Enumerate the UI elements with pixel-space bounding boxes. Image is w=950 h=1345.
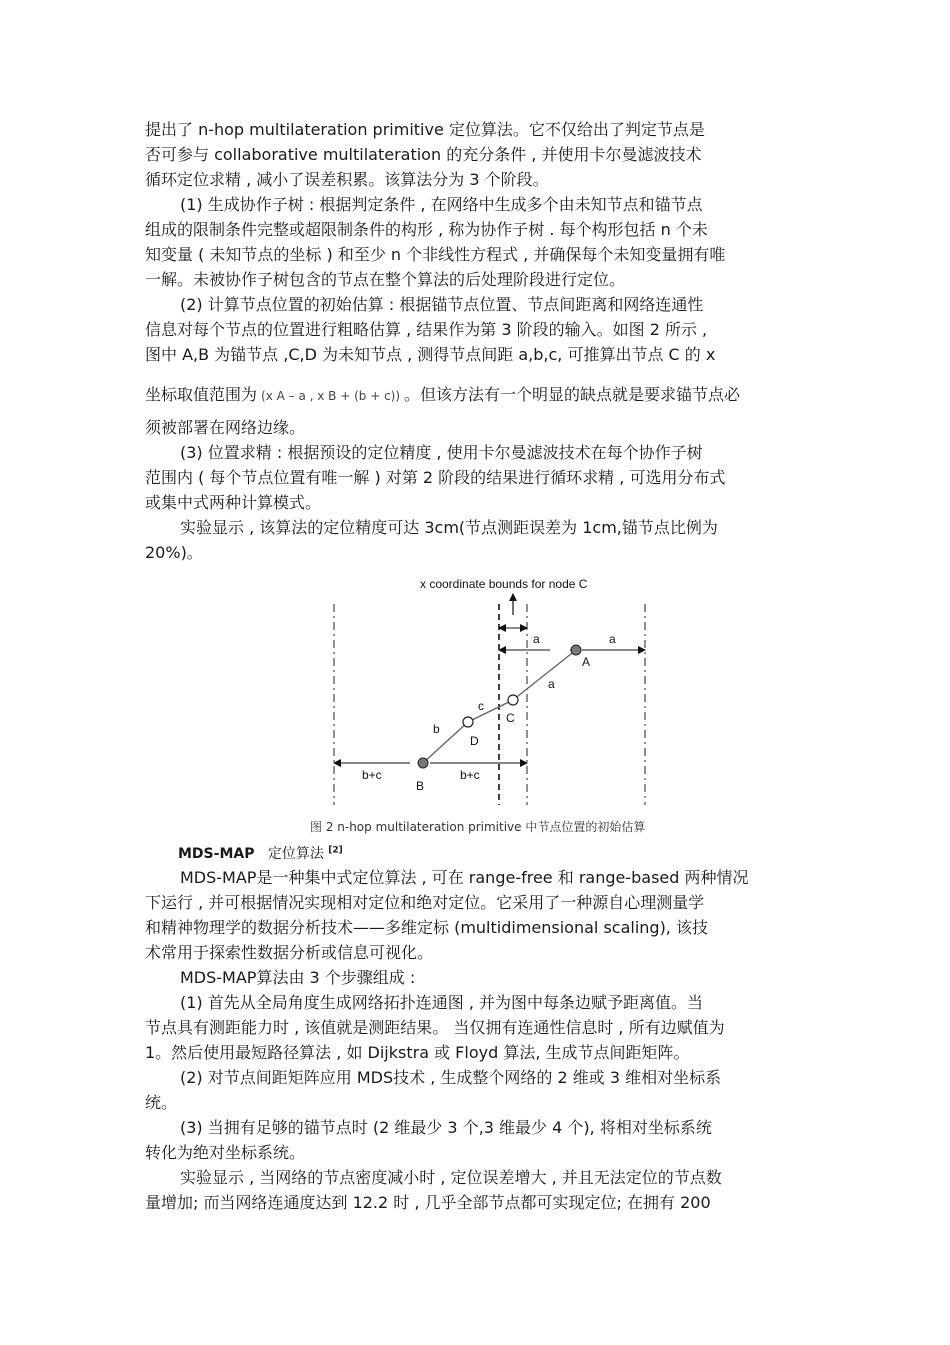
text-line: 一解。未被协作子树包含的节点在整个算法的后处理阶段进行定位。 xyxy=(145,270,626,289)
figure-2 xyxy=(300,570,680,840)
text-line: 图中 A,B 为锚节点 ,C,D 为未知节点 , 测得节点间距 a,b,c, 可推算出节点 C 的 x xyxy=(145,345,716,364)
text-line: 转化为绝对坐标系统。 xyxy=(145,1143,306,1162)
svg-text:a: a xyxy=(609,632,616,646)
text-line: (1) 生成协作子树 : 根据判定条件 , 在网络中生成多个由未知节点和锚节点 xyxy=(180,195,703,214)
svg-text:a: a xyxy=(533,632,540,646)
text-line: (3) 当拥有足够的锚节点时 (2 维最少 3 个,3 维最少 4 个), 将相对坐标系统 xyxy=(180,1118,712,1137)
text-line: 知变量 ( 未知节点的坐标 ) 和至少 n 个非线性方程式 , 并确保每个未知变量拥有唯 xyxy=(145,245,726,264)
svg-text:A: A xyxy=(582,655,591,669)
bounds-formula: (x A – a , x B + (b + c)) xyxy=(261,389,401,403)
text-line: 统。 xyxy=(145,1093,178,1112)
text-line-with-formula: 坐标取值范围为 (x A – a , x B + (b + c)) 。但该方法有一个明显的缺点就是要求锚节点必 xyxy=(145,385,741,404)
svg-text:c: c xyxy=(478,699,484,713)
text-line: MDS-MAP算法由 3 个步骤组成 : xyxy=(180,968,416,987)
svg-text:D: D xyxy=(470,734,479,748)
text-line: 实验显示 , 当网络的节点密度减小时 , 定位误差增大 , 并且无法定位的节点数 xyxy=(180,1168,722,1187)
text-line: 循环定位求精 , 减小了误差积累。该算法分为 3 个阶段。 xyxy=(145,170,549,189)
text-line: 范围内 ( 每个节点位置有唯一解 ) 对第 2 阶段的结果进行循环求精 , 可选用分布式 xyxy=(145,468,726,487)
figure-title: x coordinate bounds for node C xyxy=(420,577,588,591)
text-line: 否可参与 collaborative multilateration 的充分条件 , 并使用卡尔曼滤波技术 xyxy=(145,145,702,164)
text-line: 和精神物理学的数据分析技术——多维定标 (multidimensional scaling), 该技 xyxy=(145,918,708,937)
svg-text:B: B xyxy=(416,779,425,793)
edge-a xyxy=(513,650,576,700)
text-line: 20%)。 xyxy=(145,543,203,562)
section-heading: MDS-MAP 定位算法 [2] xyxy=(178,845,343,862)
text-line: 信息对每个节点的位置进行粗略估算 , 结果作为第 3 阶段的输入。如图 2 所示 , xyxy=(145,320,708,339)
text-line: (3) 位置求精 : 根据预设的定位精度 , 使用卡尔曼滤波技术在每个协作子树 xyxy=(180,443,703,462)
text-line: 须被部署在网络边缘。 xyxy=(145,418,306,437)
svg-text:b+c: b+c xyxy=(460,768,480,782)
unknown-node-d xyxy=(463,717,473,727)
text-line: (2) 计算节点位置的初始估算 : 根据锚节点位置、节点间距离和网络连通性 xyxy=(180,295,704,314)
bounds-diagram xyxy=(300,570,680,820)
text-line: 实验显示 , 该算法的定位精度可达 3cm(节点测距误差为 1cm,锚节点比例为 xyxy=(180,518,718,537)
anchor-node-b xyxy=(418,758,428,768)
text-line: 节点具有测距能力时 , 该值就是测距结果。 当仅拥有连通性信息时 , 所有边赋值为 xyxy=(145,1018,725,1037)
text-line: 组成的限制条件完整或超限制条件的构形 , 称为协作子树 . 每个构形包括 n 个未 xyxy=(145,220,708,239)
text-line: (2) 对节点间距矩阵应用 MDS技术 , 生成整个网络的 2 维或 3 维相对坐标系 xyxy=(180,1068,722,1087)
text-line: MDS-MAP是一种集中式定位算法 , 可在 range-free 和 range-based 两种情况 xyxy=(180,868,749,887)
text-line: 量增加; 而当网络连通度达到 12.2 时 , 几乎全部节点都可实现定位; 在拥有 200 xyxy=(145,1193,711,1212)
edge-b xyxy=(423,722,468,763)
unknown-node-c xyxy=(508,695,518,705)
text-line: 1。然后使用最短路径算法 , 如 Dijkstra 或 Floyd 算法, 生成节点间距矩阵。 xyxy=(145,1043,690,1062)
text-line: 提出了 n-hop multilateration primitive 定位算法。它不仅给出了判定节点是 xyxy=(145,120,705,139)
text-line: 或集中式两种计算模式。 xyxy=(145,493,322,512)
svg-text:b+c: b+c xyxy=(362,768,382,782)
figure-caption: 图 2 n-hop multilateration primitive 中节点位置的初始估算 xyxy=(310,820,646,834)
svg-text:b: b xyxy=(433,722,440,736)
svg-text:C: C xyxy=(506,711,515,725)
text-line: 术常用于探索性数据分析或信息可视化。 xyxy=(145,943,434,962)
text-line: (1) 首先从全局角度生成网络拓扑连通图 , 并为图中每条边赋予距离值。当 xyxy=(180,993,704,1012)
svg-text:a: a xyxy=(548,677,555,691)
anchor-node-a xyxy=(571,645,581,655)
text-line: 下运行 , 并可根据情况实现相对定位和绝对定位。它采用了一种源自心理测量学 xyxy=(145,893,705,912)
